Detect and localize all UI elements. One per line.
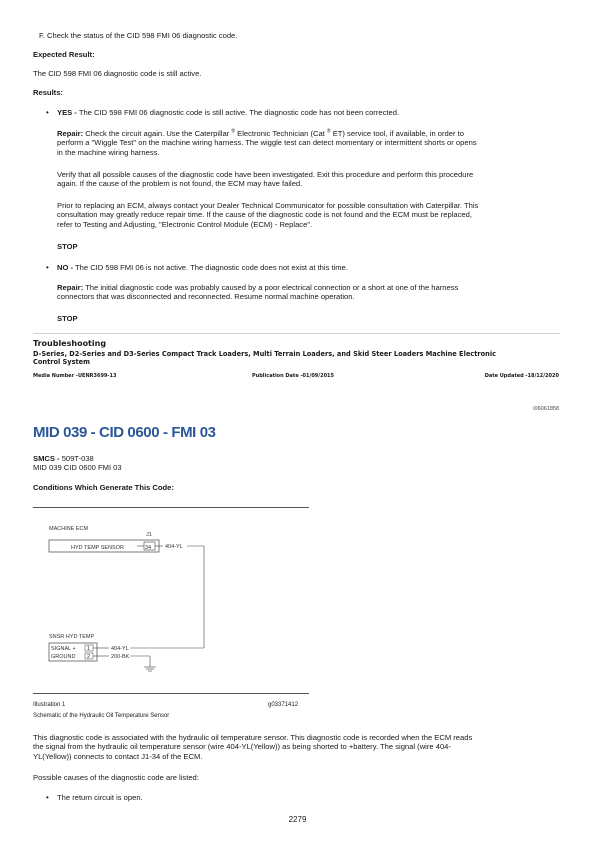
pin-1: 1 [87, 646, 91, 652]
machine-ecm-label: MACHINE ECM [49, 526, 89, 532]
registered-mark: ® [231, 128, 236, 135]
schematic-figure [33, 507, 309, 694]
no-repair [57, 283, 561, 302]
document-id: i06061858 [533, 406, 559, 412]
no-result [57, 263, 557, 272]
registered-mark: ® [326, 128, 331, 135]
yes-prior-line3: refer to Testing and Adjusting, "Electronic Control Module (ECM) - Replace". [57, 219, 313, 229]
subtitle-line2: Control System [33, 358, 91, 367]
cause-1: The return circuit is open. [57, 793, 143, 802]
sensor-label: SNSR HYD TEMP [49, 634, 95, 640]
yes-text: The CID 598 FMI 06 diagnostic code is still active. The diagnostic code has not been corrected. [76, 108, 400, 117]
conditions-heading: Conditions Which Generate This Code: [33, 483, 174, 492]
pin-34: 34 [145, 545, 152, 551]
divider [33, 333, 560, 334]
illustration-code: g03371412 [268, 702, 299, 708]
smcs-value: 509T-038 [59, 454, 94, 463]
ground-label: GROUND [51, 654, 76, 660]
yes-repair-line1a: Check the circuit again. Use the Caterpillar [83, 129, 230, 138]
description [33, 733, 563, 761]
media-number: Media Number -UENR3699-13 [33, 373, 117, 379]
yes-verify [57, 170, 561, 189]
possible-causes: Possible causes of the diagnostic code are listed: [33, 773, 199, 782]
description-line1: This diagnostic code is associated with the hydraulic oil temperature sensor. This diagnostic code is recorded when the ECM reads [33, 733, 473, 742]
smcs-line [33, 454, 94, 463]
figure-bottom-rule [33, 693, 309, 694]
date-updated: Date Updated -18/12/2020 [484, 373, 559, 379]
results-heading: Results: [33, 88, 63, 97]
wire-404-yl-bottom: 404-YL [111, 646, 129, 652]
yes-repair [57, 129, 561, 157]
smcs-label: SMCS - [33, 454, 60, 463]
bullet-no: • [46, 263, 49, 272]
yes-repair-line2: perform a "Wiggle Test" on the machine wiring harness. The wiggle test can detect momentary or intermittent shorts or opens [57, 138, 477, 148]
expected-result-heading: Expected Result: [33, 50, 95, 59]
ground-symbol [144, 667, 156, 671]
yes-repair-line1c: ET) service tool, if available, in order to [330, 129, 464, 138]
signal-label: SIGNAL + [51, 646, 76, 652]
yes-repair-label: Repair: [57, 129, 84, 138]
j1-label: J1 [146, 532, 152, 538]
step-f: F. Check the status of the CID 598 FMI 06 diagnostic code. [39, 31, 238, 40]
bullet-yes: • [46, 108, 49, 117]
yes-verify-line2: again. If the cause of the problem is not found, the ECM may have failed. [57, 179, 303, 189]
no-text: The CID 598 FMI 06 is not active. The diagnostic code does not exist at this time. [73, 263, 348, 272]
description-line2: the signal from the hydraulic oil temperature sensor (wire 404-YL(Yellow)) as being shorted to +battery. The signal (wire 404- [33, 742, 451, 752]
yes-prior-line1: Prior to replacing an ECM, always contact your Dealer Technical Communicator for possible consultation with Caterpillar. This [57, 201, 479, 210]
yes-label: YES - [57, 108, 77, 117]
yes-prior-line2: consultation may greatly reduce repair time. If the cause of the diagnostic code is not found and the ECM must be replaced, [57, 210, 472, 220]
yes-prior [57, 201, 561, 229]
expected-result-text: The CID 598 FMI 06 diagnostic code is still active. [33, 69, 202, 78]
troubleshooting-subtitle [33, 350, 563, 367]
publication-date: Publication Date -01/09/2015 [252, 373, 335, 379]
yes-stop: STOP [57, 242, 78, 251]
description-line3: YL(Yellow)) connects to contact J1-34 of the ECM. [33, 751, 203, 761]
yes-repair-line3: in the machine wiring harness. [57, 147, 160, 157]
troubleshooting-title: Troubleshooting [33, 339, 107, 348]
wire-200-bk: 200-BK [111, 654, 130, 660]
wire-404-yl-top: 404-YL [165, 544, 183, 550]
bullet-cause1: • [46, 793, 49, 802]
illustration-label: Illustration 1 [33, 702, 66, 708]
no-stop: STOP [57, 314, 78, 323]
no-repair-line1: The initial diagnostic code was probably caused by a poor electrical connection or a short at one of the harness [83, 283, 459, 292]
smcs-line2: MID 039 CID 0600 FMI 03 [33, 463, 122, 472]
page-number: 2279 [288, 815, 307, 824]
wiring-schematic [33, 507, 309, 694]
no-repair-line2: connectors that was disconnected and reconnected. Resume normal machine operation. [57, 292, 355, 302]
illustration-caption: Schematic of the Hydraulic Oil Temperature Sensor [33, 713, 170, 719]
yes-repair-line1b: Electronic Technician (Cat [235, 129, 325, 138]
no-repair-label: Repair: [57, 283, 84, 292]
pin-2: 2 [87, 654, 91, 660]
yes-result [57, 108, 557, 117]
subtitle-line1: D-Series, D2-Series and D3-Series Compact Track Loaders, Multi Terrain Loaders, and Skid Steer Loaders Machine Electronic [33, 350, 497, 358]
yes-verify-line1: Verify that all possible causes of the diagnostic code have been investigated. Exit this procedure and perform this procedure [57, 170, 474, 179]
main-title: MID 039 - CID 0600 - FMI 03 [33, 424, 216, 441]
hyd-temp-sensor-label: HYD TEMP SENSOR [71, 545, 124, 551]
no-label: NO - [57, 263, 74, 272]
